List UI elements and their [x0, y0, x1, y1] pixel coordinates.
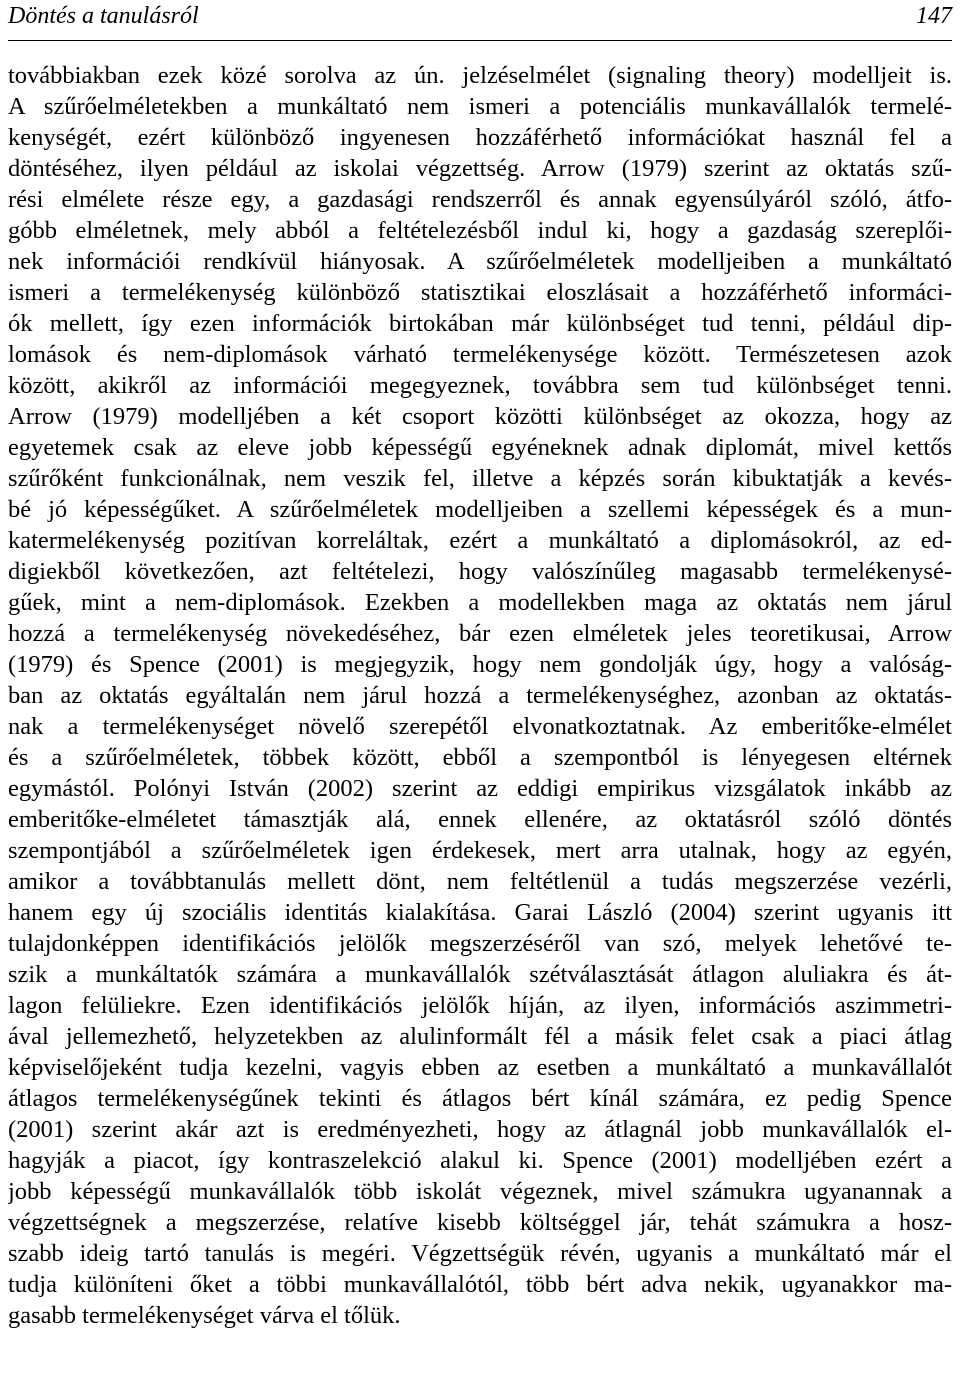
text-line: tudja különíteni őket a többi munkavállalótól, több bért adva nekik, ugyanakkor ma-: [8, 1271, 952, 1298]
text-line: ban az oktatás egyáltalán nem járul hozzá a termelékenységhez, azonban az oktatás-: [8, 682, 952, 709]
text-line: ismeri a termelékenység különböző statisztikai eloszlásait a hozzáférhető informáci-: [8, 279, 952, 306]
text-line: gűek, mint a nem-diplomások. Ezekben a modellekben maga az oktatás nem járul: [8, 589, 952, 616]
text-line: digiekből következően, azt feltételezi, hogy valószínűleg magasabb termelékenysé-: [8, 558, 952, 585]
text-line: hanem egy új szociális identitás kialakítása. Garai László (2004) szerint ugyanis itt: [8, 899, 952, 926]
text-line: egyetemek csak az eleve jobb képességű egyéneknek adnak diplomát, mivel kettős: [8, 434, 952, 461]
page-header: [8, 0, 952, 41]
text-line: nak a termelékenységet növelő szerepétől elvonatkoztatnak. Az emberitőke-elmélet: [8, 713, 952, 740]
text-line: kenységét, ezért különböző ingyenesen hozzáférhető információkat használ fel a: [8, 124, 952, 151]
text-line: lomások és nem-diplomások várható termelékenysége között. Természetesen azok: [8, 341, 952, 368]
text-line: szűrőként funkcionálnak, nem veszik fel, illetve a képzés során kibuktatják a kevés-: [8, 465, 952, 492]
text-line: (1979) és Spence (2001) is megjegyzik, hogy nem gondolják úgy, hogy a valóság-: [8, 651, 952, 678]
running-title: Döntés a tanulásról: [8, 3, 199, 29]
text-line: és a szűrőelméletek, többek között, ebből a szempontból is lényegesen eltérnek: [8, 744, 952, 771]
text-line: góbb elméletnek, mely abból a feltételezésből indul ki, hogy a gazdaság szereplői-: [8, 217, 952, 244]
text-line: végzettségnek a megszerzése, relatíve kisebb költséggel jár, tehát számukra a hosz-: [8, 1209, 952, 1236]
text-line: nek információi rendkívül hiányosak. A szűrőelméletek modelljeiben a munkáltató: [8, 248, 952, 275]
text-line: ók mellett, így ezen információk birtokában már különbséget tud tenni, például dip-: [8, 310, 952, 337]
text-line: (2001) szerint akár azt is eredményezheti, hogy az átlagnál jobb munkavállalók el-: [8, 1116, 952, 1143]
text-line: ával jellemezhető, helyzetekben az alulinformált fél a másik felet csak a piaci átlag: [8, 1023, 952, 1050]
text-line: gasabb termelékenységet várva el tőlük.: [8, 1302, 401, 1329]
text-line: bé jó képességűket. A szűrőelméletek modelljeiben a szellemi képességek és a mun-: [8, 496, 952, 523]
text-line: szempontjából a szűrőelméletek igen érdekesek, mert arra utalnak, hogy az egyén,: [8, 837, 952, 864]
text-line: hozzá a termelékenység növekedéséhez, bár ezen elméletek jeles teoretikusai, Arrow: [8, 620, 952, 647]
text-line: továbbiakban ezek közé sorolva az ún. jelzéselmélet (signaling theory) modelljeit is.: [8, 62, 952, 89]
text-line: emberitőke-elméletet támasztják alá, ennek ellenére, az oktatásról szóló döntés: [8, 806, 952, 833]
body-paragraph: [8, 60, 952, 1331]
text-line: jobb képességű munkavállalók több iskolát végeznek, mivel számukra ugyanannak a: [8, 1178, 952, 1205]
text-line: hagyják a piacot, így kontraszelekció alakul ki. Spence (2001) modelljében ezért a: [8, 1147, 952, 1174]
text-line: lagon felüliekre. Ezen identifikációs jelölők híján, az ilyen, információs aszimmetri-: [8, 992, 952, 1019]
text-line: egymástól. Polónyi István (2002) szerint az eddigi empirikus vizsgálatok inkább az: [8, 775, 952, 802]
text-line: A szűrőelméletekben a munkáltató nem ismeri a potenciális munkavállalók termelé-: [8, 93, 952, 120]
text-line: között, akikről az információi megegyeznek, továbbra sem tud különbséget tenni.: [8, 372, 952, 399]
text-line: képviselőjeként tudja kezelni, vagyis ebben az esetben a munkáltató a munkavállalót: [8, 1054, 952, 1081]
text-line: Arrow (1979) modelljében a két csoport közötti különbséget az okozza, hogy az: [8, 403, 952, 430]
text-line: katermelékenység pozitívan korreláltak, ezért a munkáltató a diplomásokról, az ed-: [8, 527, 952, 554]
text-line: rési elmélete része egy, a gazdasági rendszerről és annak egyensúlyáról szóló, átfo-: [8, 186, 952, 213]
text-line: szabb ideig tartó tanulás is megéri. Végzettségük révén, ugyanis a munkáltató már el: [8, 1240, 952, 1267]
text-line: szik a munkáltatók számára a munkavállalók szétválasztását átlagon aluliakra és át-: [8, 961, 952, 988]
text-line: amikor a továbbtanulás mellett dönt, nem feltétlenül a tudás megszerzése vezérli,: [8, 868, 952, 895]
text-line: döntéséhez, ilyen például az iskolai végzettség. Arrow (1979) szerint az oktatás szű-: [8, 155, 952, 182]
text-line: átlagos termelékenységűnek tekinti és átlagos bért kínál számára, ez pedig Spence: [8, 1085, 952, 1112]
text-line: tulajdonképpen identifikációs jelölők megszerzéséről van szó, melyek lehetővé te-: [8, 930, 952, 957]
page-number: 147: [916, 3, 952, 29]
